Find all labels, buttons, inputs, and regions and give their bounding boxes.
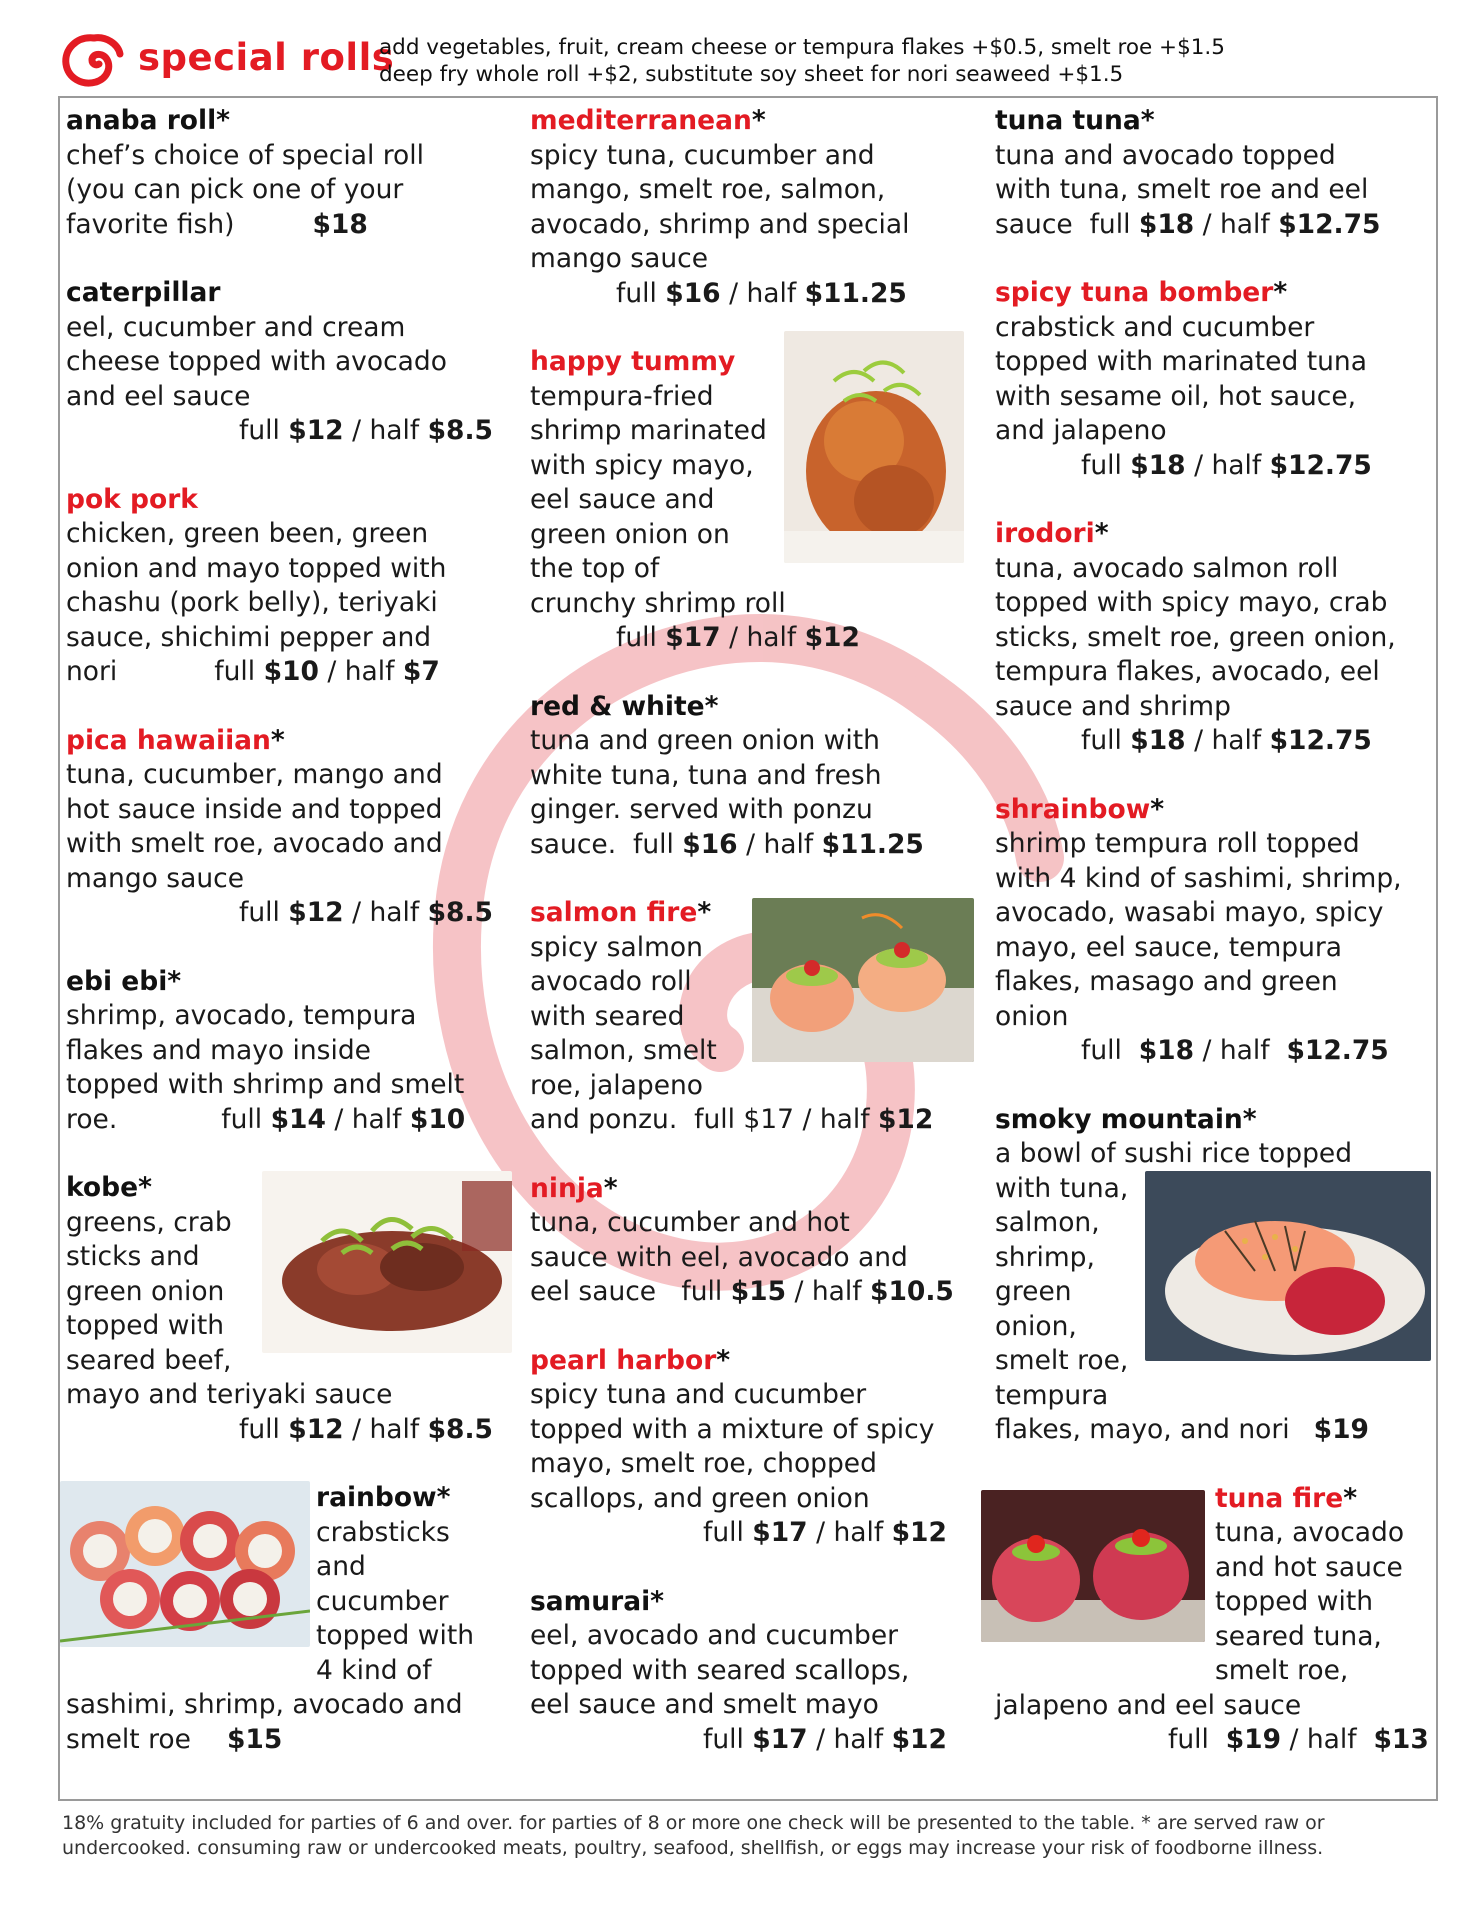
item-name: red & white (530, 690, 705, 722)
item-desc-line: sticks and (66, 1241, 200, 1272)
item-desc-line: tempura-fried (530, 380, 714, 412)
item-price-line: full $18 / half $12.75 (1081, 725, 1372, 756)
raw-star: * (1140, 105, 1155, 136)
rainbow-photo (60, 1481, 310, 1647)
raw-star: * (1150, 793, 1165, 825)
item-desc-line: mango, smelt roe, salmon, (530, 174, 886, 205)
item-desc-line: and hot sauce (1215, 1551, 1403, 1583)
item-desc-line: cucumber (316, 1585, 449, 1617)
menu-header (58, 30, 1438, 92)
menu-item-salmon-fire (530, 896, 1000, 1138)
item-desc-line: onion and mayo topped with (66, 552, 447, 584)
item-price-line: full $17 / half $12 (703, 1517, 947, 1548)
item-price: $19 (1313, 1414, 1369, 1445)
item-desc-line: tuna and green onion with (530, 725, 880, 756)
item-desc-line: topped with (1215, 1586, 1374, 1617)
item-desc-line: sticks, smelt roe, green onion, (995, 621, 1396, 653)
item-desc-line: cheese topped with avocado (66, 346, 447, 377)
menu-item-rainbow (66, 1481, 506, 1757)
item-price-line: full $12 / half $8.5 (239, 897, 493, 928)
item-desc-line: tempura (995, 1379, 1109, 1411)
item-name: shrainbow (995, 793, 1151, 825)
menu-item-mediterranean (530, 104, 1000, 311)
item-desc-line: spicy tuna and cucumber (530, 1379, 867, 1410)
item-price-line: eel sauce full $15 / half $10.5 (530, 1276, 954, 1307)
item-name: spicy tuna bomber (995, 277, 1274, 308)
item-price-line: full $17 / half $12 (703, 1723, 947, 1755)
menu-item-red-white (530, 690, 1000, 863)
item-desc-line: with seared (530, 1000, 685, 1032)
item-desc-line: avocado roll (530, 966, 692, 997)
item-desc-line: smelt roe (66, 1723, 191, 1755)
addon-note-2: deep fry whole roll +$2, substitute soy sheet for nori seaweed +$1.5 (379, 62, 1124, 87)
item-desc-line: smelt roe, (995, 1345, 1129, 1376)
addon-note-1: add vegetables, fruit, cream cheese or tempura flakes +$0.5, smelt roe +$1.5 (379, 35, 1225, 60)
item-name: rainbow (316, 1482, 437, 1513)
item-name: happy tummy (530, 346, 736, 377)
smoky-mountain-photo (1145, 1171, 1431, 1361)
menu-frame (58, 96, 1438, 1801)
menu-column-1 (66, 104, 506, 1757)
item-price-line: nori full $10 / half $7 (66, 656, 440, 687)
item-name: smoky mountain (995, 1103, 1243, 1135)
item-desc-line: crabstick and cucumber (995, 311, 1315, 343)
item-desc-line: shrimp tempura roll topped (995, 828, 1360, 859)
item-desc-line: topped with marinated tuna (995, 346, 1367, 377)
item-desc-line: green onion (66, 1275, 225, 1307)
item-desc-line: topped with (316, 1620, 475, 1651)
item-price-line: full $18 / half $12.75 (1081, 449, 1372, 481)
item-desc-line: chef’s choice of special roll (66, 139, 424, 171)
item-desc-line: flakes and mayo inside (66, 1034, 371, 1066)
item-desc-line: salmon, smelt (530, 1035, 717, 1066)
item-desc-line: shrimp, (995, 1241, 1095, 1273)
menu-item-ebi-ebi (66, 965, 506, 1138)
item-price-line: full $17 / half $12 (616, 622, 860, 653)
raw-star: * (270, 724, 285, 756)
item-name: tuna tuna (995, 105, 1141, 136)
item-desc-line: green (995, 1276, 1072, 1307)
item-name: pok pork (66, 483, 198, 515)
item-name: tuna fire (1215, 1482, 1344, 1514)
raw-star: * (138, 1172, 152, 1203)
menu-item-samurai (530, 1585, 1000, 1758)
menu-item-tuna-tuna (995, 104, 1435, 242)
item-desc-line: tuna, cucumber, mango and (66, 759, 443, 790)
item-desc-line: flakes, mayo, and nori (995, 1414, 1290, 1445)
menu-column-2 (530, 104, 1000, 1757)
item-name: irodori (995, 518, 1095, 549)
item-price-line: full $18 / half $12.75 (1081, 1035, 1389, 1066)
item-desc-line: with sesame oil, hot sauce, (995, 380, 1357, 412)
raw-star: * (751, 105, 766, 136)
happy-tummy-photo (784, 331, 964, 563)
item-price: $15 (226, 1723, 283, 1755)
item-desc-line: crunchy shrimp roll (530, 587, 786, 619)
item-desc-line: sauce with eel, avocado and (530, 1241, 908, 1273)
item-desc-line: greens, crab (66, 1206, 232, 1238)
item-desc-line: green onion on (530, 518, 730, 550)
item-desc-line: tuna and avocado topped (995, 139, 1336, 171)
menu-column-3 (995, 104, 1435, 1758)
item-desc-line: shrimp marinated (530, 415, 767, 446)
item-name: pearl harbor (530, 1344, 717, 1376)
item-desc-line: sauce, shichimi pepper and (66, 621, 432, 653)
item-desc-line: tuna, avocado salmon roll (995, 552, 1339, 584)
item-price: $18 (312, 208, 368, 240)
raw-star: * (650, 1585, 665, 1617)
item-name: ebi ebi (66, 965, 168, 997)
item-desc-line: salmon, (995, 1207, 1100, 1238)
menu-item-caterpillar (66, 276, 506, 449)
menu-item-smoky-mountain (995, 1103, 1435, 1448)
item-desc-line: flakes, masago and green (995, 966, 1338, 997)
item-desc-line: the top of (530, 553, 660, 584)
raw-star: * (1273, 277, 1288, 308)
item-desc-line: onion (995, 1000, 1069, 1032)
item-desc-line: with tuna, (995, 1172, 1129, 1204)
item-name: salmon fire (530, 897, 698, 928)
item-desc-line: a bowl of sushi rice topped (995, 1138, 1353, 1169)
menu-item-happy-tummy (530, 345, 1000, 656)
menu-item-shrainbow (995, 793, 1435, 1069)
item-name: ninja (530, 1172, 604, 1204)
item-desc-line: favorite fish) (66, 208, 235, 240)
item-desc-line: mayo, smelt roe, chopped (530, 1448, 877, 1479)
menu-item-pica-hawaiian (66, 724, 506, 931)
item-price-line: full $12 / half $8.5 (239, 415, 493, 446)
item-desc-line: topped with seared scallops, (530, 1654, 910, 1686)
raw-star: * (704, 690, 719, 722)
item-desc-line: crabsticks (316, 1516, 450, 1548)
tuna-fire-photo (981, 1490, 1205, 1642)
item-desc-line: smelt roe, (1215, 1655, 1349, 1686)
menu-item-pearl-harbor (530, 1344, 1000, 1551)
addon-notes (379, 34, 1225, 88)
item-desc-line: eel, avocado and cucumber (530, 1620, 899, 1651)
item-desc-line: tuna, cucumber and hot (530, 1207, 850, 1238)
item-desc-line: topped with spicy mayo, crab (995, 587, 1388, 618)
item-desc-line: avocado, wasabi mayo, spicy (995, 897, 1384, 928)
item-desc-line: sashimi, shrimp, avocado and (66, 1689, 463, 1720)
spiral-logo-icon (58, 30, 130, 92)
item-desc-line: mango sauce (66, 862, 245, 894)
item-desc-line: eel sauce and smelt mayo (530, 1689, 879, 1720)
item-desc-line: and jalapeno (995, 415, 1167, 446)
item-desc-line: sauce and shrimp (995, 690, 1231, 722)
item-desc-line: seared beef, (66, 1344, 232, 1376)
kobe-photo (262, 1171, 512, 1353)
item-desc-line: mayo, eel sauce, tempura (995, 931, 1343, 963)
item-desc-line: and (316, 1551, 366, 1582)
item-desc-line: seared tuna, (1215, 1620, 1382, 1652)
item-desc-line: chashu (pork belly), teriyaki (66, 587, 438, 618)
item-desc-line: hot sauce inside and topped (66, 793, 443, 825)
item-desc-line: tuna, avocado (1215, 1517, 1405, 1548)
footer-line-1: 18% gratuity included for parties of 6 and over. for parties of 8 or more one check will be presented to the table. * are served raw or (62, 1812, 1325, 1834)
item-desc-line: topped with a mixture of spicy (530, 1413, 935, 1445)
item-name: mediterranean (530, 105, 752, 136)
item-desc-line: ginger. served with ponzu (530, 794, 873, 825)
item-desc-line: spicy salmon (530, 931, 703, 963)
item-desc-line: with spicy mayo, (530, 449, 754, 481)
salmon-fire-photo (752, 898, 974, 1062)
item-desc-line: white tuna, tuna and fresh (530, 759, 882, 791)
item-name: anaba roll (66, 105, 217, 136)
item-desc-line: tempura flakes, avocado, eel (995, 656, 1380, 687)
menu-item-pok-pork (66, 483, 506, 690)
item-desc-line: with tuna, smelt roe and eel (995, 174, 1369, 205)
page-title: special rolls (138, 36, 395, 79)
item-desc-line: (you can pick one of your (66, 174, 404, 205)
item-price-line: full $19 / half $13 (1168, 1724, 1429, 1755)
raw-star: * (603, 1172, 618, 1204)
item-desc-line: with smelt roe, avocado and (66, 828, 443, 859)
item-name: caterpillar (66, 277, 221, 308)
item-desc-line: jalapeno and eel sauce (995, 1689, 1302, 1721)
item-desc-line: topped with shrimp and smelt (66, 1069, 465, 1100)
menu-item-tuna-fire (995, 1482, 1435, 1758)
raw-star: * (167, 965, 182, 997)
item-desc-line: eel, cucumber and cream (66, 311, 406, 343)
menu-item-kobe (66, 1171, 506, 1447)
item-desc-line: roe, jalapeno (530, 1069, 704, 1101)
footer-line-2: undercooked. consuming raw or undercooked meats, poultry, seafood, shellfish, or eggs may increase your risk of foodborne illness. (62, 1837, 1324, 1859)
item-name: kobe (66, 1172, 139, 1203)
item-name: samurai (530, 1585, 651, 1617)
item-desc-line: and eel sauce (66, 380, 251, 412)
raw-star: * (716, 1344, 731, 1376)
item-desc-line: scallops, and green onion (530, 1482, 870, 1514)
item-price-line: full $16 / half $11.25 (616, 277, 907, 309)
menu-item-irodori (995, 517, 1435, 759)
item-desc-line: spicy tuna, cucumber and (530, 139, 875, 171)
menu-item-spicy-tuna-bomber (995, 276, 1435, 483)
raw-star: * (436, 1482, 451, 1513)
item-desc-line: mango sauce (530, 243, 709, 274)
item-price-line: and ponzu. full $17 / half $12 (530, 1104, 934, 1135)
item-name: pica hawaiian (66, 724, 271, 756)
raw-star: * (216, 105, 231, 136)
item-price-line: roe. full $14 / half $10 (66, 1103, 466, 1135)
item-desc-line: eel sauce and (530, 484, 715, 515)
raw-star: * (1343, 1482, 1358, 1514)
item-price-line: sauce. full $16 / half $11.25 (530, 828, 924, 860)
menu-item-ninja (530, 1172, 1000, 1310)
item-desc-line: 4 kind of (316, 1654, 432, 1686)
item-desc-line: avocado, shrimp and special (530, 208, 910, 240)
item-desc-line: with 4 kind of sashimi, shrimp, (995, 862, 1402, 894)
menu-item-anaba-roll (66, 104, 506, 242)
item-price-line: sauce full $18 / half $12.75 (995, 208, 1381, 240)
raw-star: * (1242, 1103, 1257, 1135)
item-price-line: full $12 / half $8.5 (239, 1413, 493, 1445)
footer-disclaimer (62, 1811, 1442, 1861)
item-desc-line: chicken, green been, green (66, 518, 429, 549)
item-desc-line: topped with (66, 1310, 225, 1341)
item-desc-line: shrimp, avocado, tempura (66, 1000, 417, 1031)
item-desc-line: mayo and teriyaki sauce (66, 1379, 393, 1410)
raw-star: * (1094, 518, 1109, 549)
raw-star: * (697, 897, 712, 928)
item-desc-line: onion, (995, 1310, 1077, 1342)
